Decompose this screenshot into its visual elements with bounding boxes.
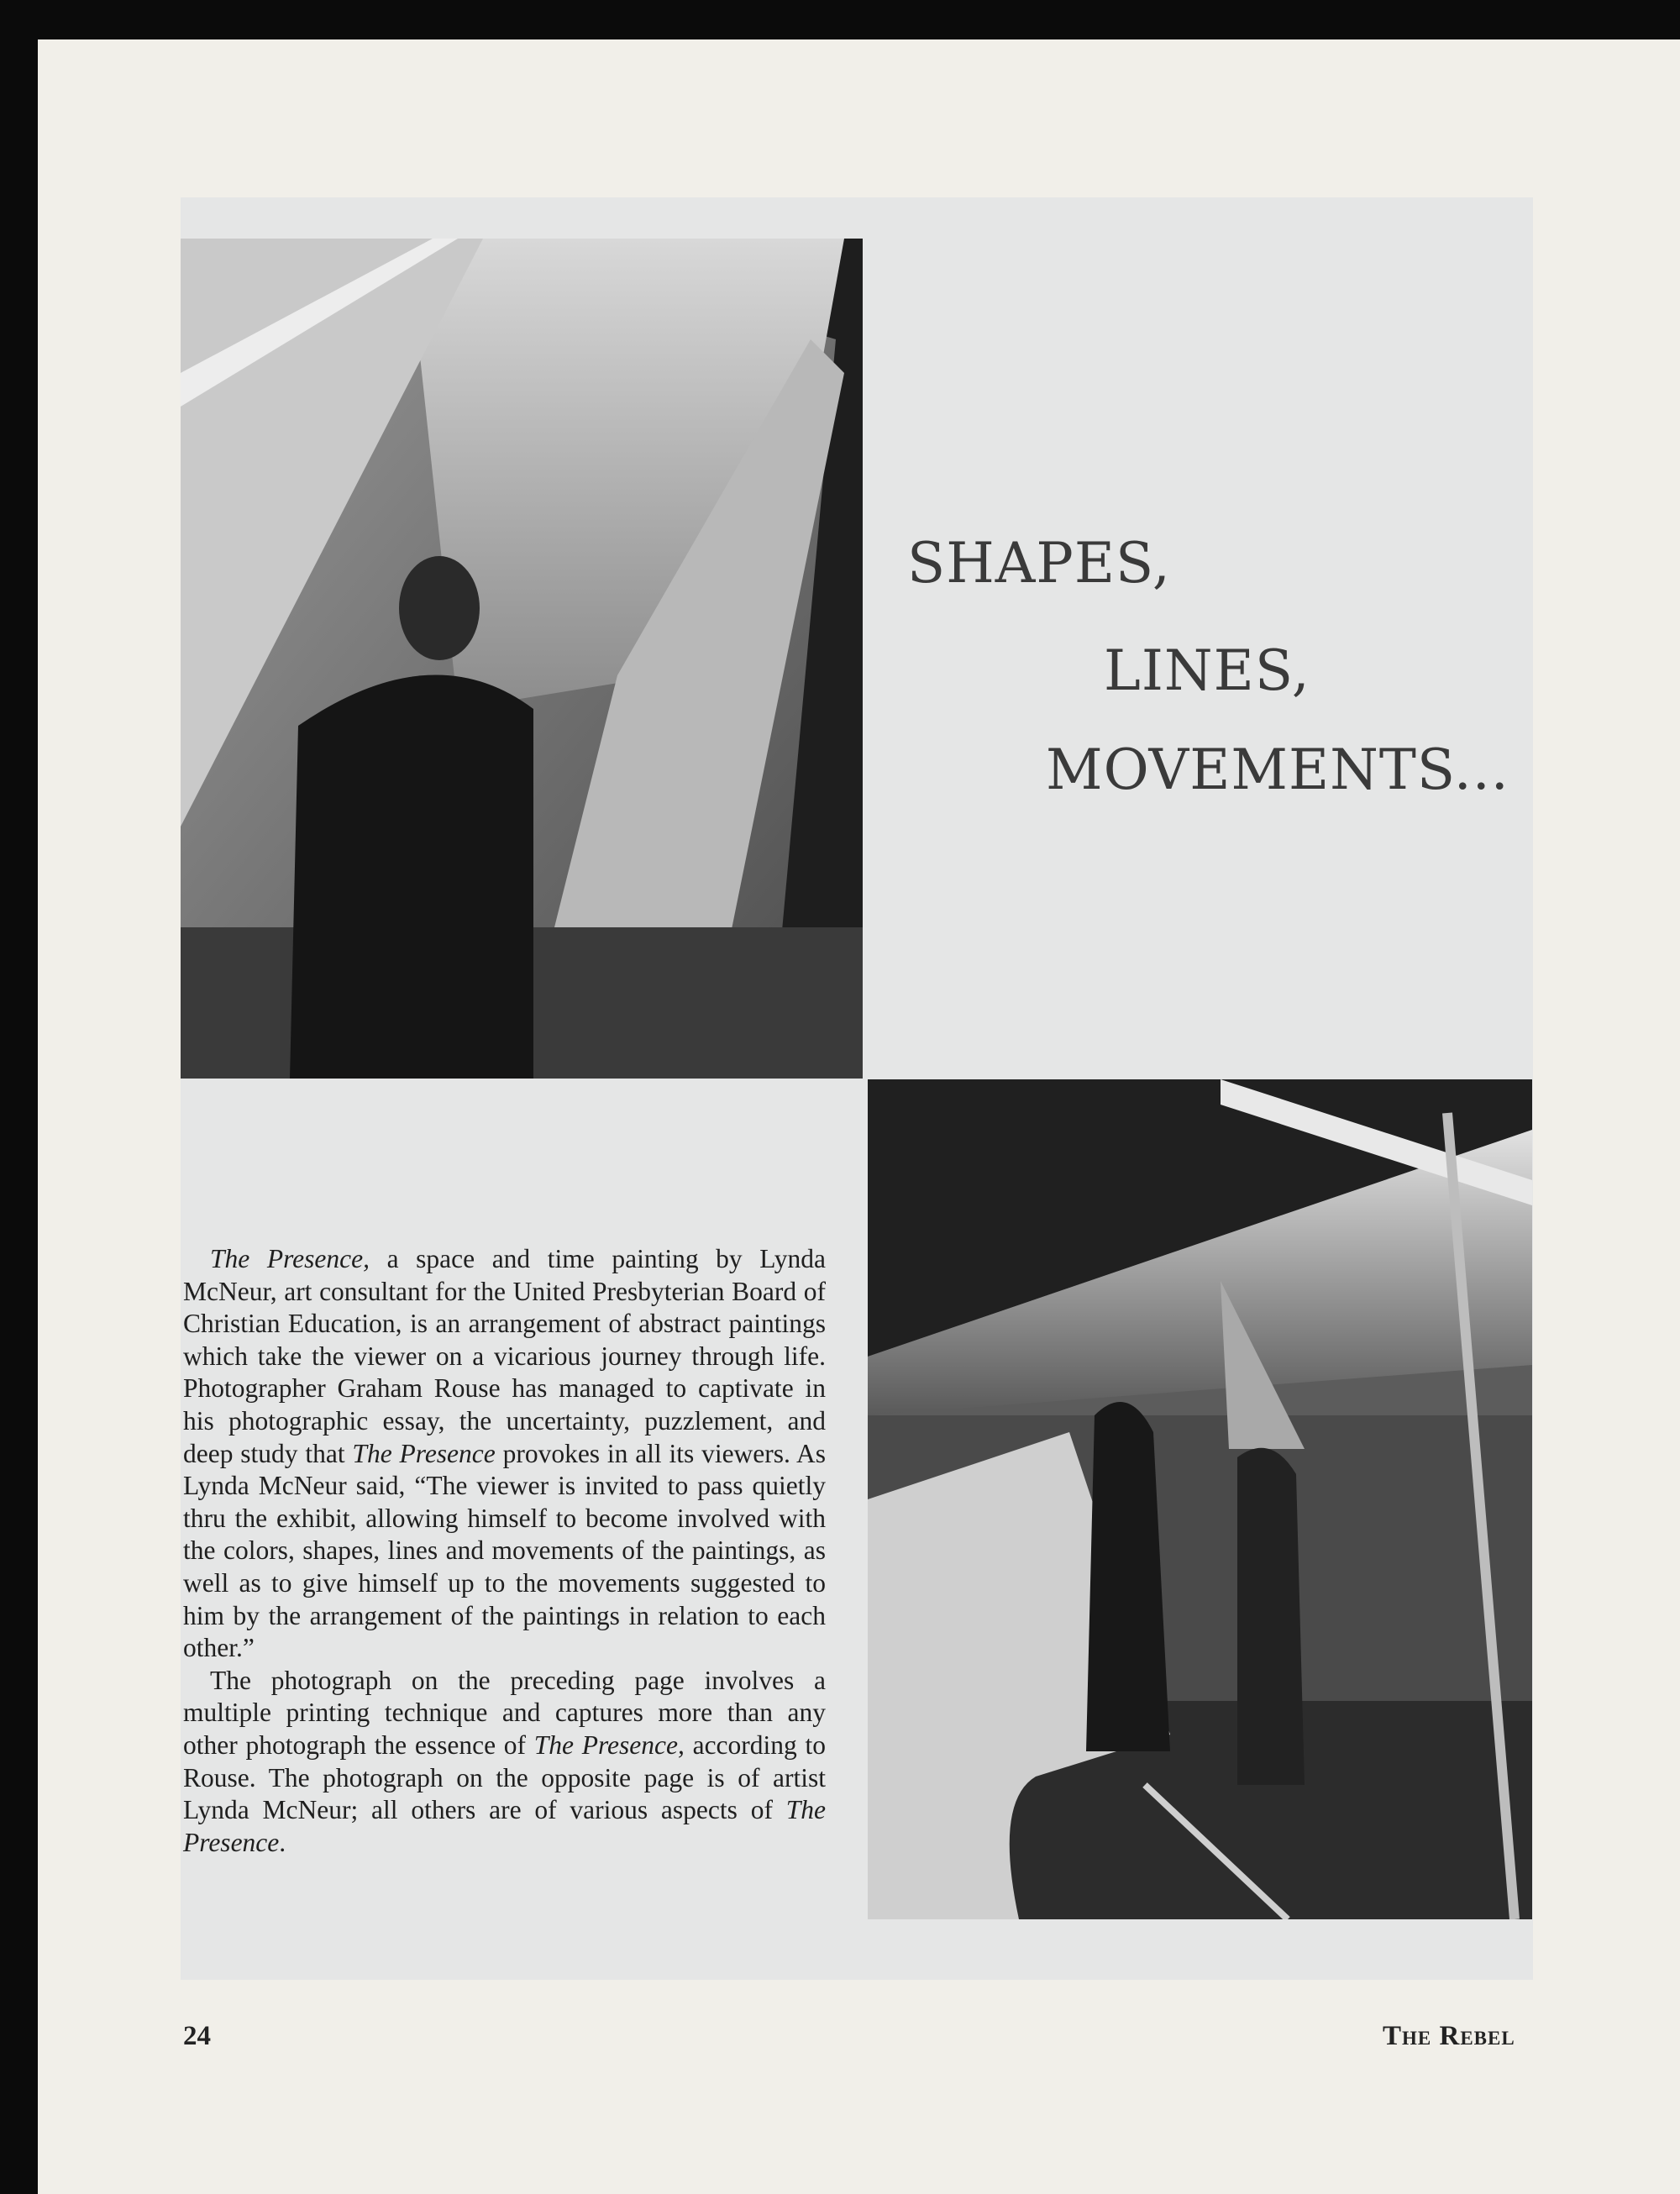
work-title: The Presence, [533,1729,685,1760]
work-title: The Presence [352,1438,496,1468]
publication-name: The Rebel [1383,2021,1515,2051]
headline-lines: LINES, [1104,638,1310,703]
photo-man-viewing-painting [181,239,863,1079]
article-paragraph-1 [183,1243,826,1665]
paragraph-text: . [279,1827,286,1857]
paragraph-text: a space and time painting by Lynda McNeur, art consultant for the United Presbyterian Board of Christian Education, is an arrangement of abstract paintings which take the viewer on a vicarious journey through life. Photographer Graham Rouse has managed to captivate in his photographic essay, the uncertainty, puzzlement, and deep study that [183,1244,826,1468]
paragraph-text: The photograph on the preceding page involves a multiple printing technique and captures more than any other photograph the essence of [183,1665,826,1760]
paragraph-text: provokes in all its viewers. As Lynda McNeur said, “The viewer is invited to pass quietly thru the exhibit, allowing himself to become involved with the colors, shapes, lines and movements of the paintings, as well as to give himself up to the movements suggested to him by the arrangement of the paintings in relation to each other.” [183,1438,827,1663]
article-paragraph-2 [183,1665,826,1860]
work-title: The Presence, [210,1244,370,1273]
work-title: The Presence [183,1795,826,1857]
article-body [183,1243,826,1859]
photo-viewers-in-exhibit [868,1079,1532,1919]
headline-movements: MOVEMENTS... [1046,737,1509,802]
headline-shapes: SHAPES, [907,531,1171,596]
page-number: 24 [183,2021,211,2051]
paragraph-text: according to Rouse. The photograph on the opposite page is of artist Lynda McNeur; all others are of various aspects of [183,1729,826,1825]
